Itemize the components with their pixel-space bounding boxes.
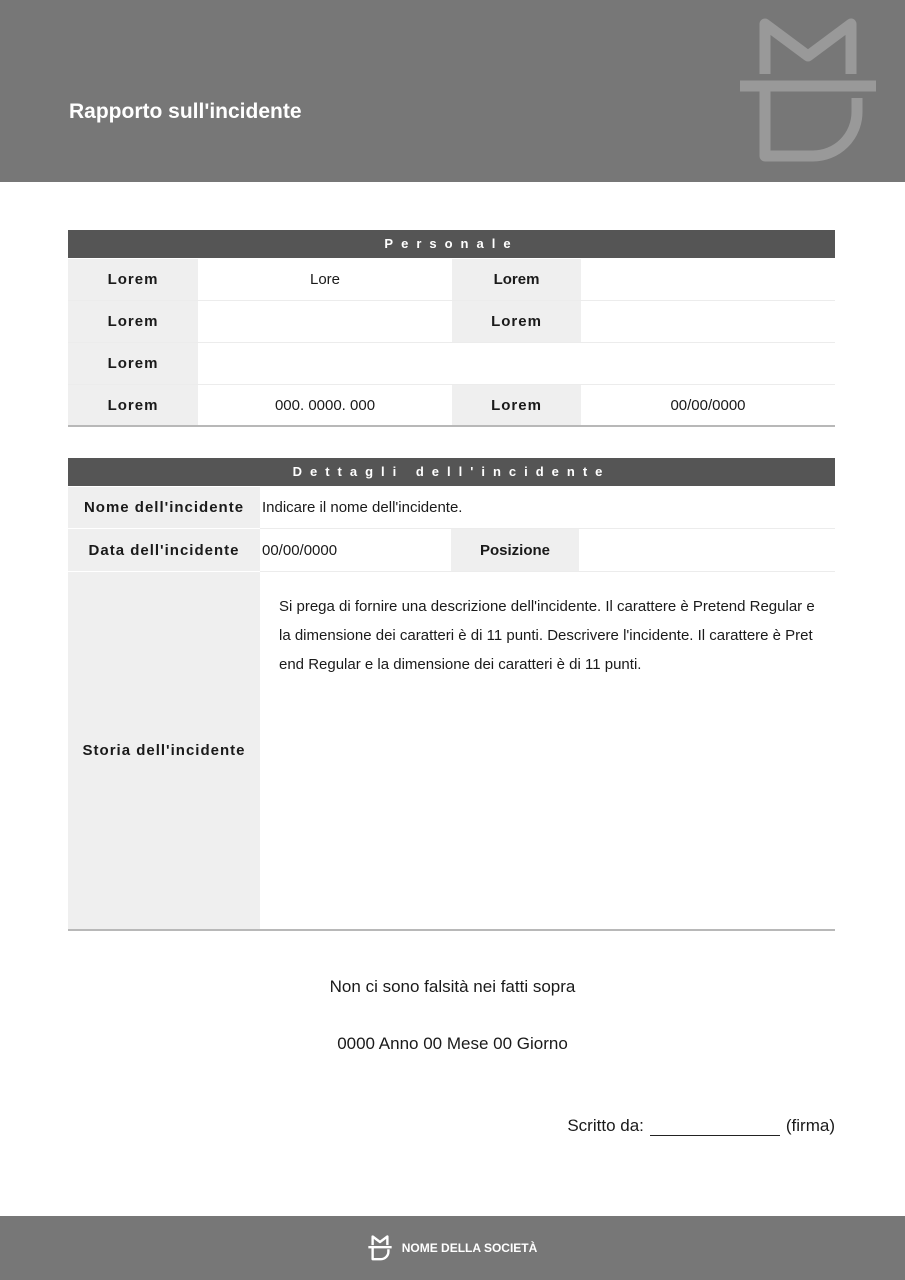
section-personale-title: Personale <box>68 230 835 258</box>
storia-incidente-label: Storia dell'incidente <box>68 572 260 929</box>
page-title: Rapporto sull'incidente <box>69 100 302 123</box>
signature-line <box>567 1116 835 1136</box>
declaration-text: Non ci sono falsità nei fatti sopra <box>329 977 576 996</box>
signature-field[interactable] <box>650 1119 780 1136</box>
signature-prefix: Scritto da: <box>567 1116 644 1135</box>
personale-value[interactable] <box>581 259 835 300</box>
personale-label: Lorem <box>68 343 198 384</box>
section-dettagli-title: Dettagli dell'incidente <box>68 458 835 486</box>
row-divider <box>260 571 835 572</box>
personale-label: Lorem <box>68 301 198 342</box>
personale-label: Lorem <box>452 385 581 425</box>
posizione-value[interactable] <box>579 529 835 571</box>
personale-label: Lorem <box>68 385 198 425</box>
personale-value[interactable]: 000. 0000. 000 <box>198 385 452 425</box>
nome-incidente-label: Nome dell'incidente <box>68 487 260 528</box>
data-incidente-value[interactable]: 00/00/0000 <box>260 529 451 571</box>
personale-value[interactable] <box>198 343 835 384</box>
company-logo-icon <box>368 1234 392 1262</box>
personale-label: Lorem <box>68 259 198 300</box>
posizione-label: Posizione <box>451 529 579 571</box>
signature-suffix: (firma) <box>785 1116 835 1135</box>
company-logo-icon <box>738 16 878 166</box>
data-incidente-label: Data dell'incidente <box>68 529 260 571</box>
storia-incidente-text[interactable]: Si prega di fornire una descrizione dell'incidente. Il carattere è Pretend Regular e la dimensione dei caratteri è di 11 punti. Descrivere l'incidente. Il carattere è Pretend Regular e la dimensione dei caratteri è di 11 punti. <box>279 598 815 673</box>
footer <box>0 1216 905 1280</box>
header <box>0 0 905 182</box>
date-line: 0000 Anno 00 Mese 00 Giorno <box>337 1034 568 1053</box>
section-divider <box>68 929 835 931</box>
personale-value[interactable]: Lore <box>198 259 452 300</box>
personale-label: Lorem <box>452 301 581 342</box>
personale-value[interactable] <box>198 301 452 342</box>
nome-incidente-value[interactable]: Indicare il nome dell'incidente. <box>260 487 835 528</box>
personale-value[interactable]: 00/00/0000 <box>581 385 835 425</box>
company-name: NOME DELLA SOCIETÀ <box>401 1241 538 1255</box>
section-divider <box>68 425 835 427</box>
personale-label: Lorem <box>452 259 581 300</box>
personale-value[interactable] <box>581 301 835 342</box>
